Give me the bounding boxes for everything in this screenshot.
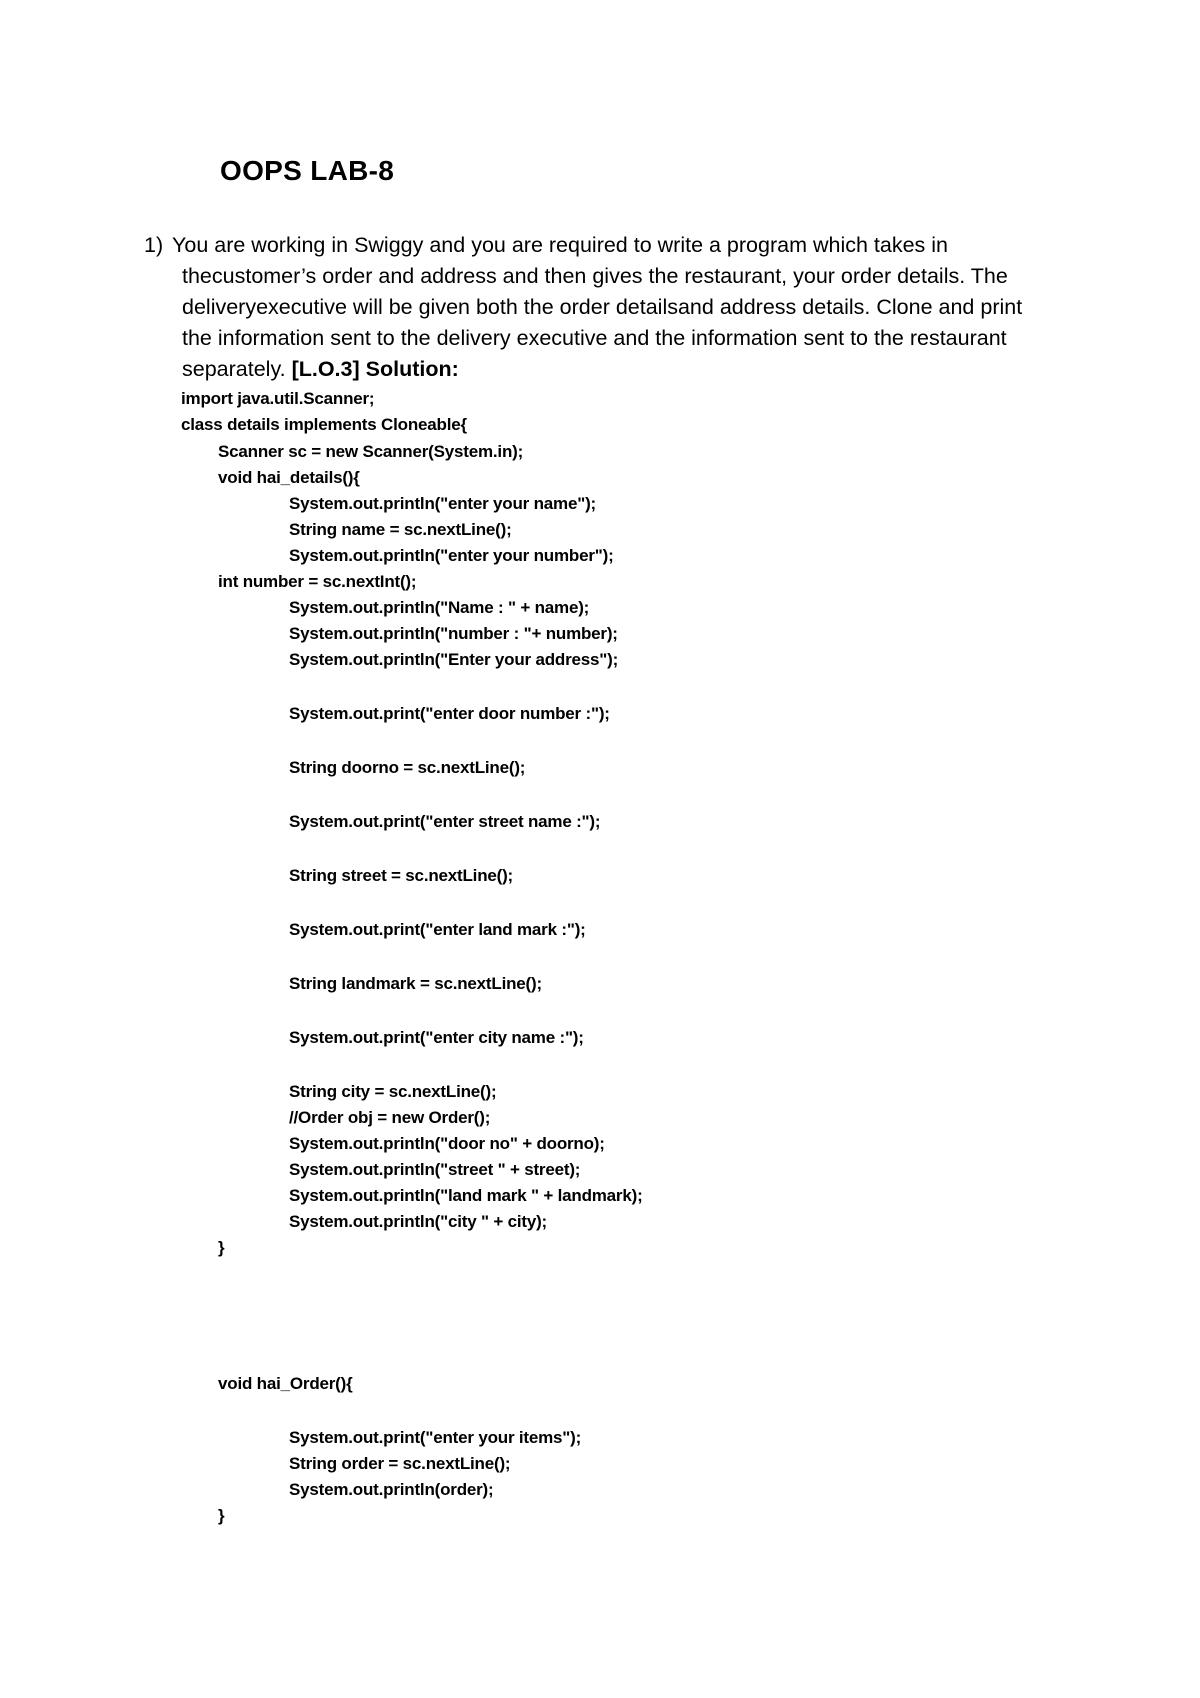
code-line: System.out.println("land mark " + landmark); bbox=[289, 1186, 643, 1205]
code-line: //Order obj = new Order(); bbox=[289, 1108, 491, 1127]
code-line: void hai_details(){ bbox=[218, 468, 360, 487]
question-line-1: You are working in Swiggy and you are required to write a program which takes in bbox=[172, 233, 949, 257]
code-line: String order = sc.nextLine(); bbox=[289, 1454, 511, 1473]
code-line: String doorno = sc.nextLine(); bbox=[289, 758, 526, 777]
code-line: import java.util.Scanner; bbox=[181, 389, 375, 408]
question-line-2: thecustomer’s order and address and then gives the restaurant, your order details. The bbox=[182, 264, 1008, 288]
question-line-3: deliveryexecutive will be given both the order detailsand address details. Clone and print bbox=[182, 295, 1023, 319]
code-line: String street = sc.nextLine(); bbox=[289, 866, 514, 885]
code-line: System.out.print("enter street name :"); bbox=[289, 812, 601, 831]
code-line: class details implements Cloneable{ bbox=[181, 415, 467, 434]
code-line: void hai_Order(){ bbox=[218, 1374, 353, 1393]
code-line: } bbox=[218, 1238, 225, 1257]
code-line: } bbox=[218, 1506, 225, 1525]
question-number: 1) bbox=[144, 233, 164, 257]
code-line: System.out.println("street " + street); bbox=[289, 1160, 581, 1179]
code-line: System.out.println("Enter your address"); bbox=[289, 650, 619, 669]
question-line-5 bbox=[182, 354, 459, 385]
code-line: String city = sc.nextLine(); bbox=[289, 1082, 497, 1101]
code-line: System.out.print("enter city name :"); bbox=[289, 1028, 584, 1047]
code-line: System.out.println(order); bbox=[289, 1480, 494, 1499]
code-line: System.out.print("enter your items"); bbox=[289, 1428, 582, 1447]
code-line: System.out.println("enter your name"); bbox=[289, 494, 596, 513]
code-line: System.out.println("city " + city); bbox=[289, 1212, 548, 1231]
code-line: System.out.print("enter door number :"); bbox=[289, 704, 610, 723]
code-line: String landmark = sc.nextLine(); bbox=[289, 974, 542, 993]
code-line: String name = sc.nextLine(); bbox=[289, 520, 512, 539]
code-line: System.out.println("door no" + doorno); bbox=[289, 1134, 605, 1153]
code-line: System.out.println("enter your number"); bbox=[289, 546, 614, 565]
page-title: OOPS LAB-8 bbox=[220, 155, 395, 186]
code-line: System.out.print("enter land mark :"); bbox=[289, 920, 586, 939]
question-line-4: the information sent to the delivery executive and the information sent to the restaurant bbox=[182, 326, 1007, 350]
code-line: int number = sc.nextInt(); bbox=[218, 572, 417, 591]
question-tag: [L.O.3] Solution: bbox=[291, 357, 459, 381]
code-line: System.out.println("number : "+ number); bbox=[289, 624, 618, 643]
code-line: Scanner sc = new Scanner(System.in); bbox=[218, 442, 524, 461]
question-line-5-text: separately. bbox=[182, 357, 286, 381]
code-line: System.out.println("Name : " + name); bbox=[289, 598, 590, 617]
